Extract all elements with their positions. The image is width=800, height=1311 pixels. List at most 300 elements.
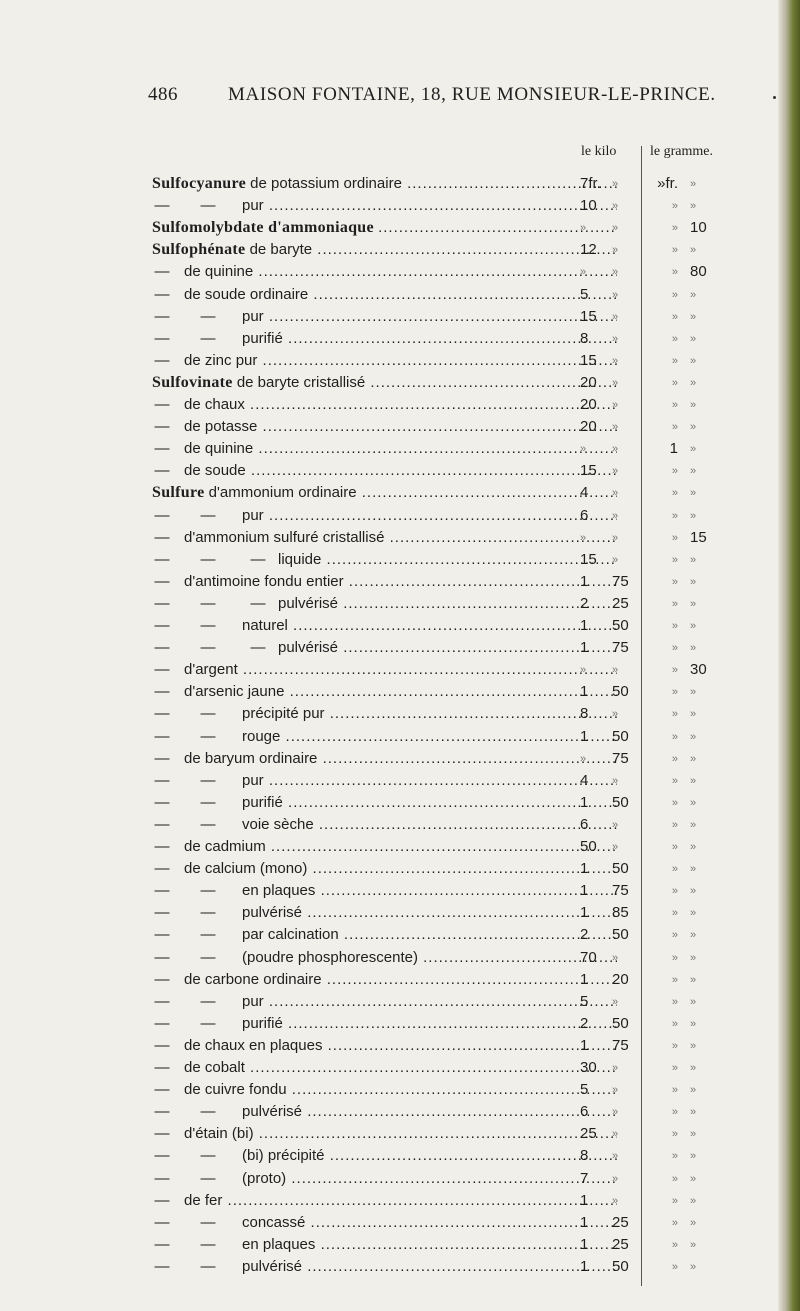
price-kilo-francs: 15: [580, 550, 597, 568]
price-gramme-francs: »: [671, 907, 678, 920]
price-gramme-francs: »: [671, 973, 678, 986]
price-kilo-francs: 1: [580, 1235, 589, 1253]
row-text: pur: [242, 197, 264, 215]
table-row: [0, 593, 800, 615]
price-gramme-francs: 1: [669, 440, 678, 458]
price-gramme-centimes: »: [690, 686, 697, 699]
ditto-dash: —: [200, 1257, 216, 1275]
row-description: [152, 1035, 617, 1057]
table-row: [0, 1234, 800, 1256]
table-row: [0, 814, 800, 836]
price-kilo-francs: 70: [580, 948, 597, 966]
table-row: [0, 217, 800, 239]
ditto-dash: —: [154, 882, 170, 900]
page-number: 486: [148, 84, 178, 105]
price-gramme-centimes: »: [690, 774, 697, 787]
table-row: [0, 460, 800, 482]
ditto-dash: —: [200, 617, 216, 634]
price-kilo-francs: 8: [580, 329, 589, 347]
row-description: [152, 1234, 617, 1256]
price-kilo-francs: »: [580, 664, 587, 677]
price-kilo-francs: 5: [580, 1081, 589, 1099]
row-description: [152, 261, 617, 283]
row-text: (proto): [242, 1169, 287, 1187]
row-text: naturel: [242, 617, 288, 634]
column-header-kilo: le kilo: [581, 144, 617, 159]
table-row: [0, 195, 800, 217]
price-gramme-centimes: »: [690, 708, 697, 721]
price-kilo-centimes: »: [612, 553, 619, 566]
row-text: purifié: [242, 329, 283, 347]
price-kilo-francs: 1: [580, 970, 589, 988]
price-gramme-francs: »: [671, 1150, 678, 1163]
price-gramme-francs: »: [671, 222, 678, 235]
price-kilo-francs: 1: [580, 639, 589, 657]
price-kilo-francs: 10: [580, 197, 597, 215]
price-gramme-francs: »: [671, 730, 678, 743]
price-gramme-francs: »: [671, 642, 678, 655]
ditto-dash: —: [154, 992, 170, 1010]
table-row: [0, 261, 800, 283]
price-kilo-francs: »: [580, 752, 587, 765]
price-kilo-francs: 1: [580, 1191, 589, 1209]
row-text: pulvérisé: [242, 1103, 303, 1121]
row-text: d'argent: [184, 661, 238, 679]
row-text: de baryte: [249, 241, 313, 259]
price-gramme-centimes: »: [690, 1106, 697, 1119]
price-kilo-francs: 25: [580, 1125, 597, 1143]
price-gramme-francs: »: [671, 509, 678, 522]
price-gramme-centimes: »: [690, 575, 697, 588]
price-kilo-centimes: 25: [612, 1235, 629, 1253]
price-kilo-francs: 2: [580, 926, 589, 944]
price-kilo-centimes: 85: [612, 904, 629, 922]
table-row: [0, 836, 800, 858]
price-gramme-centimes: 10: [690, 219, 707, 237]
row-text: de potasse: [184, 418, 258, 436]
price-gramme-francs: »: [671, 752, 678, 765]
table-row: [0, 637, 800, 659]
price-kilo-francs: 8: [580, 705, 589, 723]
price-gramme-centimes: »: [690, 553, 697, 566]
price-gramme-francs: »fr.: [657, 175, 678, 192]
price-gramme-francs: »: [671, 620, 678, 632]
price-kilo-centimes: 75: [612, 749, 629, 767]
ditto-dash: —: [154, 1125, 170, 1143]
ditto-dash: —: [154, 1036, 170, 1054]
ditto-dash: —: [200, 705, 216, 723]
price-kilo-centimes: »: [612, 288, 619, 301]
price-kilo-francs: »: [580, 443, 587, 456]
price-kilo-francs: 20: [580, 373, 597, 391]
price-kilo-francs: 2: [580, 594, 589, 612]
price-gramme-francs: »: [671, 841, 678, 853]
price-gramme-francs: »: [671, 465, 678, 478]
price-gramme-centimes: »: [690, 244, 697, 257]
row-text: (bi) précipité: [242, 1147, 325, 1165]
price-gramme-francs: »: [671, 332, 678, 345]
ditto-dash: —: [154, 572, 170, 590]
price-gramme-centimes: »: [690, 332, 697, 345]
table-row: [0, 1101, 800, 1123]
table-row: [0, 681, 800, 703]
price-gramme-centimes: »: [690, 1128, 697, 1141]
price-kilo-centimes: 50: [612, 793, 629, 811]
price-gramme-francs: »: [671, 863, 678, 876]
ditto-dash: —: [154, 1191, 170, 1209]
row-text: de chaux en plaques: [184, 1036, 323, 1054]
row-description: [152, 284, 617, 306]
ditto-dash: —: [250, 594, 266, 612]
row-description: [152, 1212, 617, 1234]
price-gramme-centimes: »: [690, 354, 697, 367]
price-kilo-centimes: »: [612, 1172, 619, 1185]
row-description: [152, 726, 617, 748]
price-gramme-centimes: »: [690, 885, 697, 898]
price-kilo-centimes: 50: [612, 727, 629, 745]
price-gramme-francs: »: [671, 1084, 678, 1097]
ditto-dash: —: [200, 992, 216, 1010]
row-text: de cobalt: [184, 1059, 245, 1076]
price-gramme-francs: »: [671, 664, 678, 677]
price-gramme-francs: »: [671, 929, 678, 942]
price-kilo-francs: 15: [580, 307, 597, 325]
price-gramme-centimes: »: [690, 443, 697, 456]
product-heading: Sulfophénate: [152, 241, 246, 259]
ditto-dash: —: [154, 948, 170, 966]
ditto-dash: —: [200, 948, 216, 966]
row-description: [152, 1145, 617, 1167]
row-description: [152, 350, 617, 372]
table-row: [0, 969, 800, 991]
price-kilo-centimes: 25: [612, 594, 629, 612]
table-row: [0, 991, 800, 1013]
price-gramme-francs: »: [671, 244, 678, 257]
ditto-dash: —: [200, 815, 216, 833]
price-gramme-centimes: »: [690, 421, 697, 434]
price-gramme-centimes: »: [690, 1260, 697, 1273]
price-gramme-centimes: »: [690, 620, 697, 632]
ditto-dash: —: [154, 683, 170, 701]
row-description: [152, 1190, 617, 1212]
ditto-dash: —: [154, 197, 170, 215]
price-kilo-francs: 5: [580, 992, 589, 1010]
row-description: [152, 328, 617, 350]
row-description: [152, 969, 617, 991]
price-gramme-francs: »: [671, 995, 678, 1008]
price-gramme-francs: »: [671, 1216, 678, 1229]
ditto-dash: —: [200, 1169, 216, 1187]
price-kilo-centimes: »: [612, 310, 619, 323]
row-description: [152, 947, 617, 969]
ditto-dash: —: [154, 1014, 170, 1032]
table-row: [0, 792, 800, 814]
row-text: d'étain (bi): [184, 1125, 254, 1143]
price-kilo-francs: 1: [580, 793, 589, 811]
row-text: liquide: [278, 550, 322, 568]
table-row: [0, 549, 800, 571]
price-kilo-francs: 4: [580, 771, 589, 789]
row-text: de fer: [184, 1191, 223, 1209]
table-row: [0, 615, 800, 637]
ditto-dash: —: [154, 550, 170, 568]
price-kilo-francs: 7fr.: [580, 175, 601, 192]
row-text: concassé: [242, 1213, 306, 1231]
row-text: purifié: [242, 793, 283, 811]
row-text: (poudre phosphorescente): [242, 948, 418, 966]
price-kilo-centimes: »: [612, 200, 619, 213]
price-kilo-francs: 1: [580, 860, 589, 878]
row-text: pur: [242, 307, 264, 325]
price-gramme-francs: »: [671, 1128, 678, 1141]
row-description: [152, 394, 617, 416]
row-text: rouge: [242, 727, 281, 745]
table-row: [0, 438, 800, 460]
row-text: de soude ordinaire: [184, 285, 309, 303]
price-gramme-francs: »: [671, 421, 678, 434]
table-row: [0, 527, 800, 549]
row-text: de cadmium: [184, 838, 266, 855]
table-row: [0, 284, 800, 306]
price-gramme-centimes: »: [690, 1150, 697, 1163]
ditto-dash: —: [200, 594, 216, 612]
row-text: précipité pur: [242, 705, 325, 723]
row-description: [152, 173, 617, 195]
price-gramme-francs: »: [671, 708, 678, 721]
row-text: pur: [242, 771, 264, 789]
table-row: [0, 659, 800, 681]
table-row: [0, 416, 800, 438]
price-kilo-centimes: »: [612, 841, 619, 853]
price-gramme-centimes: »: [690, 1039, 697, 1052]
ditto-dash: —: [154, 1147, 170, 1165]
row-text: de potassium ordinaire: [250, 175, 402, 192]
ditto-dash: —: [154, 462, 170, 480]
price-kilo-centimes: 50: [612, 1014, 629, 1032]
row-description: [152, 416, 617, 438]
price-gramme-francs: »: [671, 1238, 678, 1251]
ditto-dash: —: [200, 1235, 216, 1253]
ditto-dash: —: [200, 904, 216, 922]
price-gramme-centimes: 30: [690, 661, 707, 679]
price-gramme-francs: »: [671, 1172, 678, 1185]
row-description: [152, 306, 617, 328]
row-text: de carbone ordinaire: [184, 970, 322, 988]
row-description: [152, 593, 617, 615]
price-kilo-francs: »: [580, 222, 587, 235]
price-gramme-francs: »: [671, 553, 678, 566]
table-row: [0, 924, 800, 946]
price-gramme-francs: »: [671, 686, 678, 699]
ditto-dash: —: [154, 1213, 170, 1231]
price-gramme-francs: »: [671, 951, 678, 964]
price-gramme-centimes: »: [690, 597, 697, 610]
price-kilo-centimes: 75: [612, 639, 629, 657]
ditto-dash: —: [154, 1081, 170, 1099]
price-gramme-francs: »: [671, 597, 678, 610]
price-kilo-centimes: »: [612, 1150, 619, 1163]
price-kilo-francs: »: [580, 266, 587, 279]
price-kilo-centimes: »: [612, 244, 619, 257]
row-description: [152, 482, 617, 504]
price-kilo-centimes: »: [612, 266, 619, 279]
table-row: [0, 1212, 800, 1234]
ditto-dash: —: [154, 727, 170, 745]
price-kilo-centimes: »: [612, 509, 619, 522]
row-description: [152, 902, 617, 924]
table-row: [0, 306, 800, 328]
ditto-dash: —: [154, 1257, 170, 1275]
price-kilo-francs: 6: [580, 1103, 589, 1121]
row-description: [152, 549, 617, 571]
price-kilo-francs: 15: [580, 462, 597, 480]
price-gramme-francs: »: [671, 376, 678, 389]
row-description: [152, 880, 617, 902]
price-gramme-centimes: »: [690, 465, 697, 478]
table-row: [0, 173, 800, 195]
price-gramme-centimes: »: [690, 907, 697, 920]
price-kilo-francs: 20: [580, 396, 597, 413]
price-gramme-francs: »: [671, 1039, 678, 1052]
row-text: voie sèche: [242, 815, 314, 833]
price-gramme-francs: »: [671, 885, 678, 898]
price-kilo-centimes: »: [612, 354, 619, 367]
ditto-dash: —: [154, 1169, 170, 1187]
price-kilo-francs: 1: [580, 617, 589, 634]
row-description: [152, 703, 617, 725]
price-gramme-centimes: »: [690, 1017, 697, 1030]
product-heading: Sulfure: [152, 484, 205, 502]
price-kilo-francs: 7: [580, 1169, 589, 1187]
ditto-dash: —: [154, 771, 170, 789]
ditto-dash: —: [154, 926, 170, 944]
price-kilo-centimes: »: [612, 443, 619, 456]
row-description: [152, 217, 617, 239]
price-kilo-francs: 8: [580, 1147, 589, 1165]
table-row: [0, 748, 800, 770]
row-description: [152, 1123, 617, 1145]
price-gramme-francs: »: [671, 531, 678, 544]
price-gramme-centimes: »: [690, 752, 697, 765]
price-gramme-francs: »: [671, 266, 678, 279]
table-row: [0, 394, 800, 416]
ditto-dash: —: [154, 815, 170, 833]
ditto-dash: —: [200, 639, 216, 657]
table-row: [0, 880, 800, 902]
price-gramme-centimes: »: [690, 1084, 697, 1097]
ditto-dash: —: [200, 1014, 216, 1032]
running-title: MAISON FONTAINE, 18, RUE MONSIEUR-LE-PRINCE.: [228, 84, 716, 105]
price-kilo-francs: 2: [580, 1014, 589, 1032]
price-kilo-francs: 1: [580, 1257, 589, 1275]
table-row: [0, 858, 800, 880]
ditto-dash: —: [154, 970, 170, 988]
price-kilo-centimes: 50: [612, 683, 629, 701]
row-description: [152, 1168, 617, 1190]
price-kilo-francs: 5: [580, 285, 589, 303]
price-kilo-centimes: 75: [612, 882, 629, 900]
price-gramme-centimes: »: [690, 399, 697, 411]
table-row: [0, 947, 800, 969]
price-kilo-francs: 20: [580, 418, 597, 436]
price-gramme-francs: »: [671, 487, 678, 500]
price-kilo-centimes: 50: [612, 926, 629, 944]
table-row: [0, 482, 800, 504]
product-heading: Sulfomolybdate d'ammoniaque: [152, 219, 374, 237]
ditto-dash: —: [154, 661, 170, 679]
table-row: [0, 372, 800, 394]
ditto-dash: —: [154, 617, 170, 634]
price-kilo-centimes: »: [612, 487, 619, 500]
price-kilo-francs: 1: [580, 1036, 589, 1054]
price-gramme-centimes: »: [690, 730, 697, 743]
price-kilo-centimes: 50: [612, 860, 629, 878]
price-gramme-centimes: 15: [690, 528, 707, 546]
ditto-dash: —: [154, 1235, 170, 1253]
price-kilo-francs: 6: [580, 506, 589, 524]
row-text: pulvérisé: [278, 594, 339, 612]
price-gramme-francs: »: [671, 575, 678, 588]
price-gramme-centimes: »: [690, 376, 697, 389]
price-gramme-centimes: »: [690, 1238, 697, 1251]
row-description: [152, 505, 617, 527]
price-gramme-francs: »: [671, 310, 678, 323]
row-description: [152, 239, 617, 261]
ditto-dash: —: [154, 351, 170, 369]
row-text: pur: [242, 506, 264, 524]
row-description: [152, 792, 617, 814]
row-text: pur: [242, 992, 264, 1010]
table-row: [0, 703, 800, 725]
ditto-dash: —: [154, 263, 170, 281]
row-text: de baryte cristallisé: [236, 373, 366, 391]
table-row: [0, 328, 800, 350]
row-text: d'ammonium ordinaire: [208, 484, 357, 502]
price-kilo-centimes: »: [612, 774, 619, 787]
price-gramme-centimes: »: [690, 796, 697, 809]
ditto-dash: —: [200, 550, 216, 568]
price-kilo-centimes: 20: [612, 970, 629, 988]
table-row: [0, 1013, 800, 1035]
price-gramme-centimes: »: [690, 973, 697, 986]
row-text: purifié: [242, 1014, 283, 1032]
price-gramme-centimes: »: [690, 178, 697, 190]
price-gramme-francs: »: [671, 1062, 678, 1074]
table-row: [0, 1057, 800, 1079]
row-text: de baryum ordinaire: [184, 749, 318, 767]
price-gramme-centimes: »: [690, 863, 697, 876]
table-row: [0, 1256, 800, 1278]
row-description: [152, 924, 617, 946]
price-gramme-centimes: »: [690, 818, 697, 831]
row-text: de soude: [184, 462, 246, 480]
price-kilo-centimes: »: [612, 1106, 619, 1119]
row-description: [152, 681, 617, 703]
ditto-dash: —: [200, 1213, 216, 1231]
price-kilo-centimes: »: [612, 818, 619, 831]
row-text: d'antimoine fondu entier: [184, 572, 344, 590]
price-kilo-centimes: »: [612, 1128, 619, 1141]
ditto-dash: —: [250, 639, 266, 657]
price-kilo-francs: 6: [580, 815, 589, 833]
ditto-dash: —: [154, 440, 170, 458]
price-kilo-centimes: »: [612, 1062, 619, 1074]
price-gramme-centimes: »: [690, 951, 697, 964]
ditto-dash: —: [200, 329, 216, 347]
row-text: en plaques: [242, 1235, 316, 1253]
price-kilo-francs: 30: [580, 1059, 597, 1076]
price-gramme-centimes: »: [690, 929, 697, 942]
